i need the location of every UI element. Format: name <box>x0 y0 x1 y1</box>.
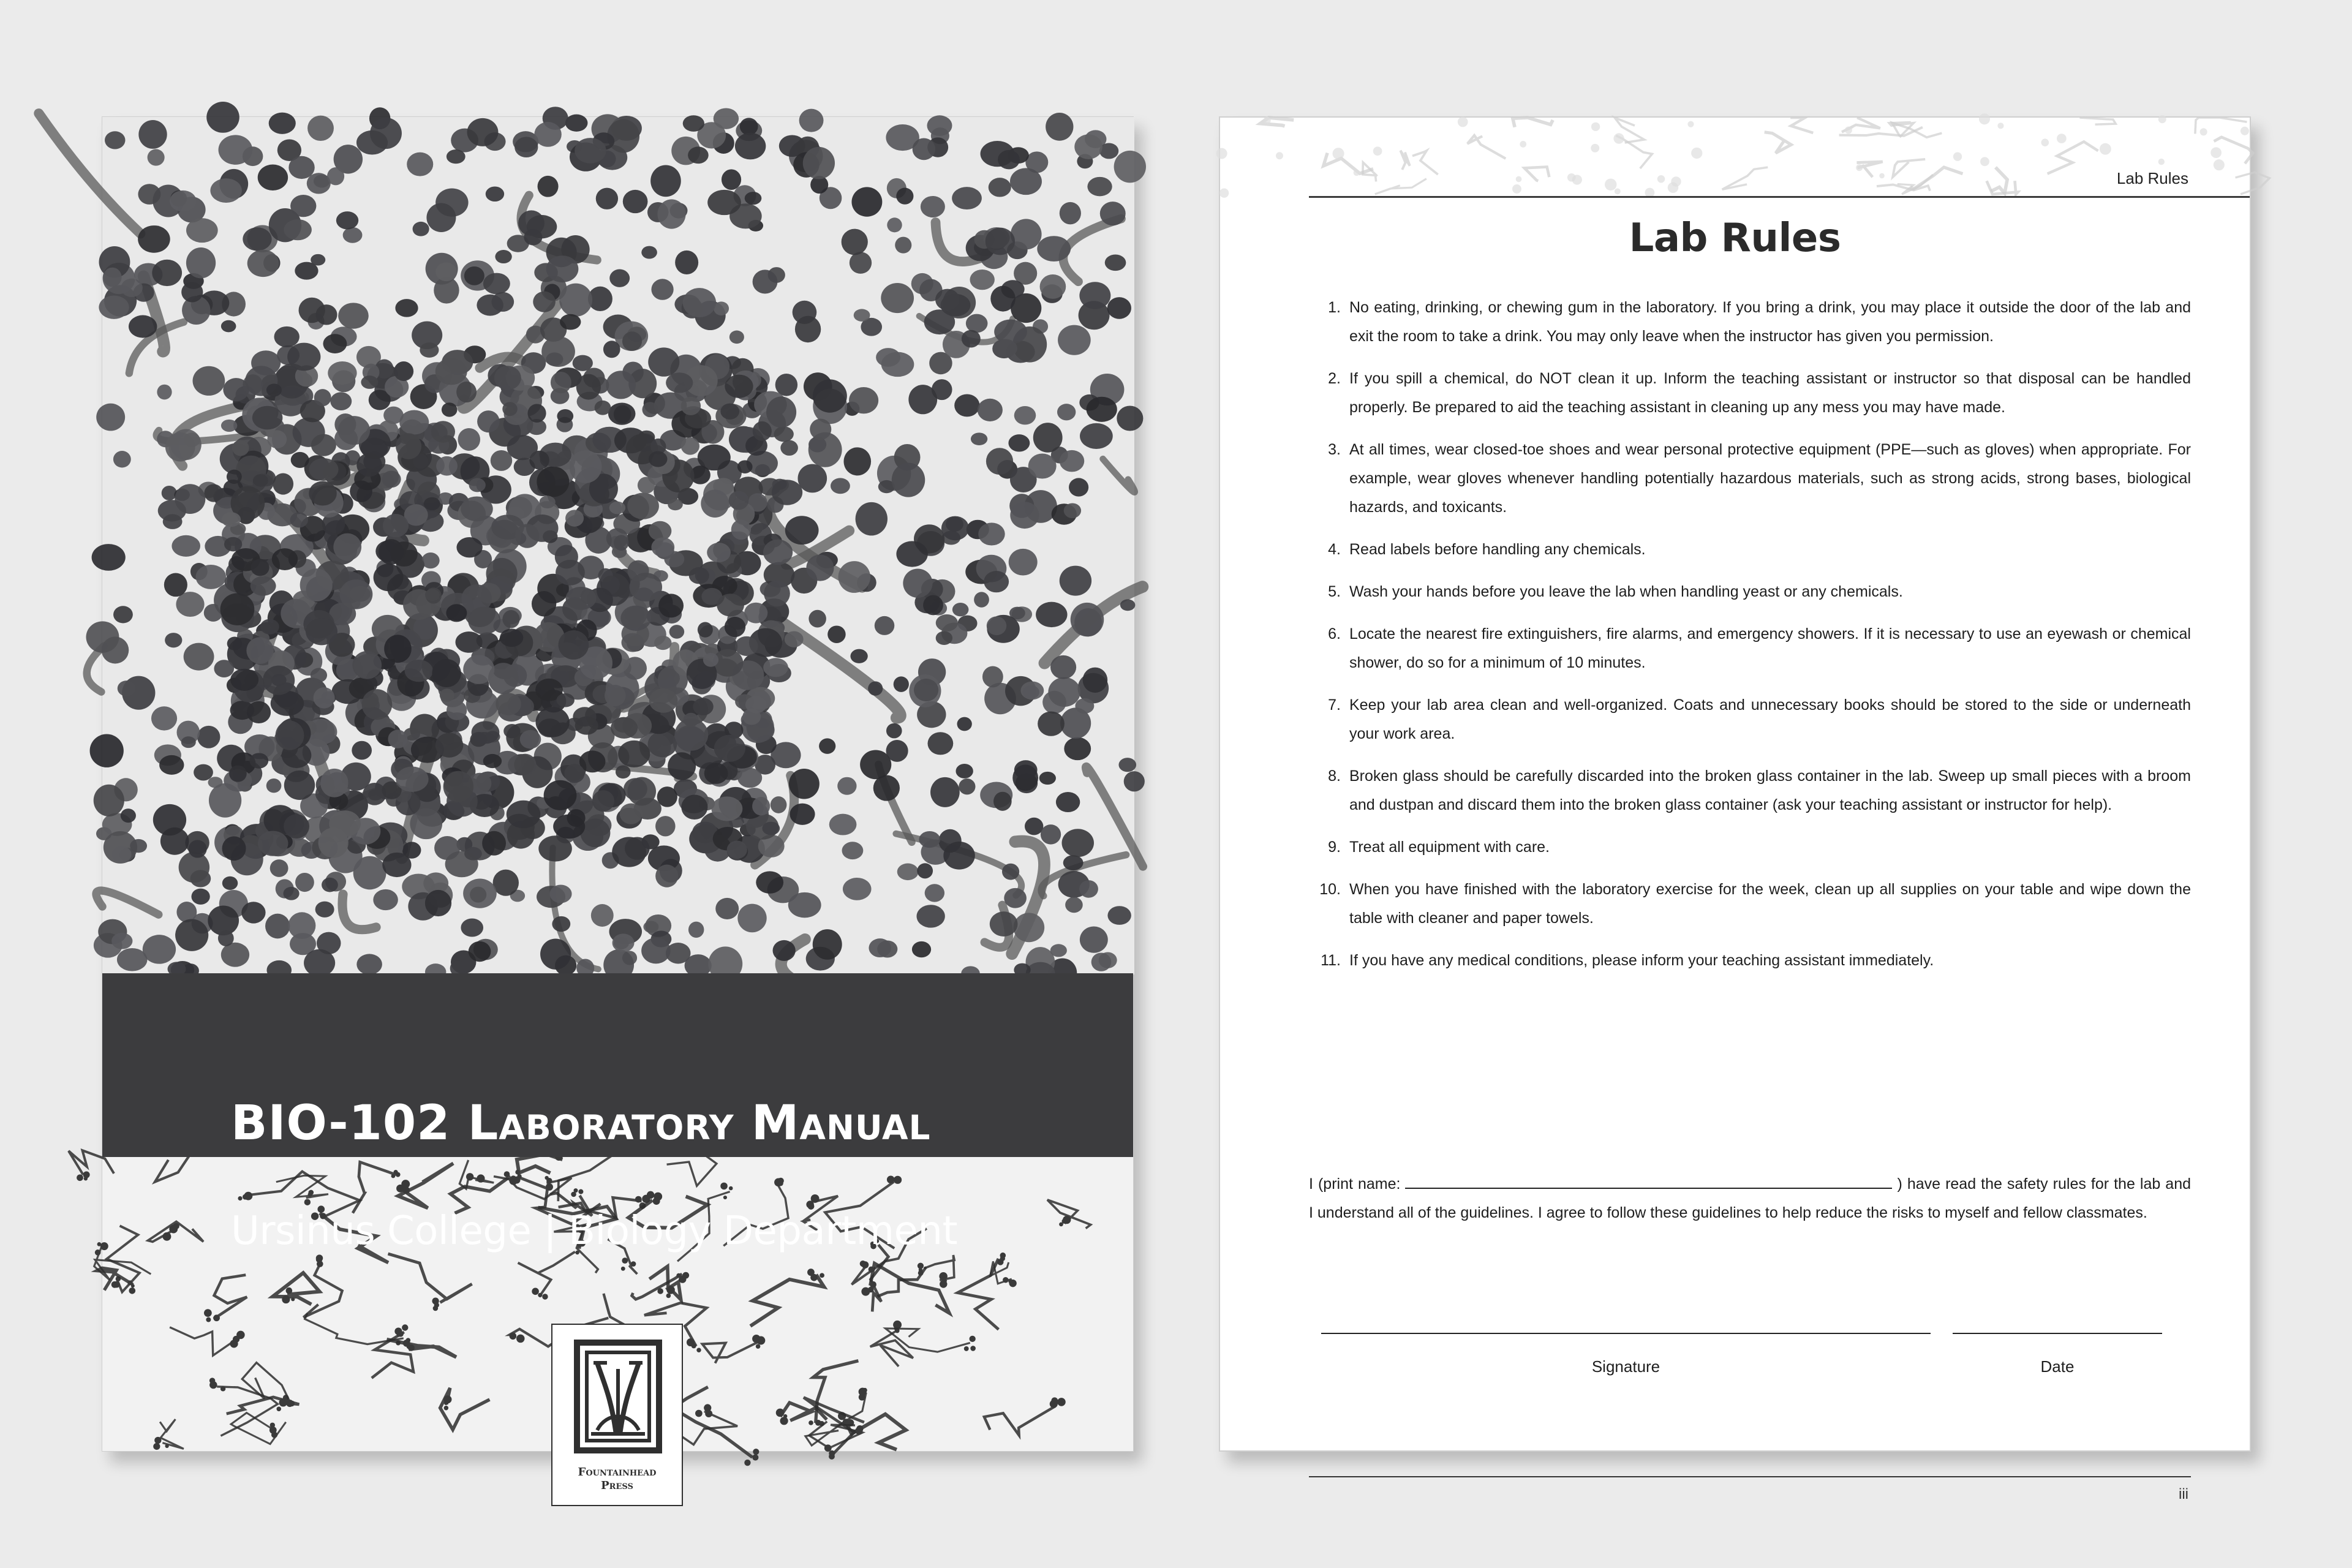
publisher-line-1: Fountainhead <box>578 1466 657 1479</box>
rule-number: 2. <box>1328 370 1341 387</box>
rule-text: Read labels before handling any chemicals. <box>1349 541 1646 558</box>
rule-item <box>1309 620 2191 677</box>
rule-text: At all times, wear closed-toe shoes and wear personal protective equipment (PPE—such as gloves) when appropriate. For example, wear gloves whenever handling potentially hazardous materials, such as strong acids, strong bases, biological hazards, and toxicants. <box>1349 441 2191 516</box>
pledge-paragraph <box>1309 1170 2191 1227</box>
cover-subtitle: Ursinus College | Biology Department <box>231 1208 958 1254</box>
publisher-line-2: Press <box>601 1479 633 1492</box>
rule-text: When you have finished with the laboratory exercise for the week, clean up all supplies on your table and wipe down the table with cleaner and paper towels. <box>1349 881 2191 927</box>
header-micrograph-strip <box>1220 118 2252 197</box>
rule-text: Locate the nearest fire extinguishers, fire alarms, and emergency showers. If it is necessary to use an eyewash or chemical shower, do so for a minimum of 10 minutes. <box>1349 625 2191 671</box>
rule-number: 6. <box>1328 625 1341 643</box>
rule-text: If you have any medical conditions, please inform your teaching assistant immediately. <box>1349 952 1934 969</box>
rule-number: 11. <box>1321 952 1341 969</box>
rule-number: 5. <box>1328 583 1341 600</box>
rule-number: 3. <box>1328 441 1341 458</box>
header-rule <box>1309 196 2250 198</box>
rules-list <box>1309 293 2191 989</box>
rule-number: 1. <box>1328 299 1341 316</box>
rule-item <box>1309 578 2191 606</box>
print-name-field[interactable] <box>1405 1172 1892 1189</box>
rule-number: 9. <box>1328 839 1341 856</box>
cover-title: BIO-102 Laboratory Manual <box>231 1096 931 1151</box>
signature-line[interactable] <box>1321 1333 1931 1334</box>
page-number: iii <box>2179 1486 2188 1502</box>
rule-item <box>1309 833 2191 862</box>
rule-item <box>1309 293 2191 351</box>
rule-item <box>1309 762 2191 820</box>
rule-number: 10. <box>1319 881 1341 898</box>
signature-label: Signature <box>1591 1357 1660 1376</box>
rule-text: No eating, drinking, or chewing gum in the laboratory. If you bring a drink, you may place it outside the door of the lab and exit the room to take a drink. You may only leave when the instructor has given you permission. <box>1349 299 2191 345</box>
rule-item <box>1309 875 2191 933</box>
rule-item <box>1309 364 2191 422</box>
rule-text: Treat all equipment with care. <box>1349 839 1550 856</box>
running-head: Lab Rules <box>2116 169 2188 187</box>
page-title: Lab Rules <box>1629 216 1841 261</box>
rule-item <box>1309 435 2191 522</box>
date-line[interactable] <box>1953 1333 2162 1334</box>
rule-text: Broken glass should be carefully discarded into the broken glass container in the lab. Sweep up small pieces with a broom and dustpan and discard them into the broken glass container (ask your teaching assistant or instructor for help). <box>1349 767 2191 813</box>
rule-text: Wash your hands before you leave the lab when handling yeast or any chemicals. <box>1349 583 1903 600</box>
fountainhead-logo-icon <box>573 1338 663 1455</box>
footer-rule <box>1309 1476 2191 1477</box>
rule-number: 7. <box>1328 696 1341 714</box>
manual-cover <box>102 116 1134 1492</box>
rule-number: 4. <box>1328 541 1341 558</box>
date-label: Date <box>2040 1357 2075 1376</box>
rule-item <box>1309 535 2191 564</box>
rule-text: Keep your lab area clean and well-organized. Coats and unnecessary books should be stored to the side or underneath your work area. <box>1349 696 2191 742</box>
publisher-logo <box>551 1324 683 1506</box>
rule-item <box>1309 946 2191 975</box>
publisher-name <box>552 1466 682 1493</box>
pledge-suffix: ) have read the safety rules for the lab and I understand all of the guidelines. I agree to follow these guidelines to help reduce the risks to myself and fellow classmates. <box>1309 1175 2192 1221</box>
lab-rules-page <box>1219 116 2251 1502</box>
rule-item <box>1309 691 2191 748</box>
pledge-prefix: I (print name: <box>1309 1175 1401 1193</box>
rule-number: 8. <box>1328 767 1341 785</box>
rule-text: If you spill a chemical, do NOT clean it up. Inform the teaching assistant or instructor so that disposal can be handled properly. Be prepared to aid the teaching assistant in cleaning up any mess you may have made. <box>1349 370 2191 416</box>
